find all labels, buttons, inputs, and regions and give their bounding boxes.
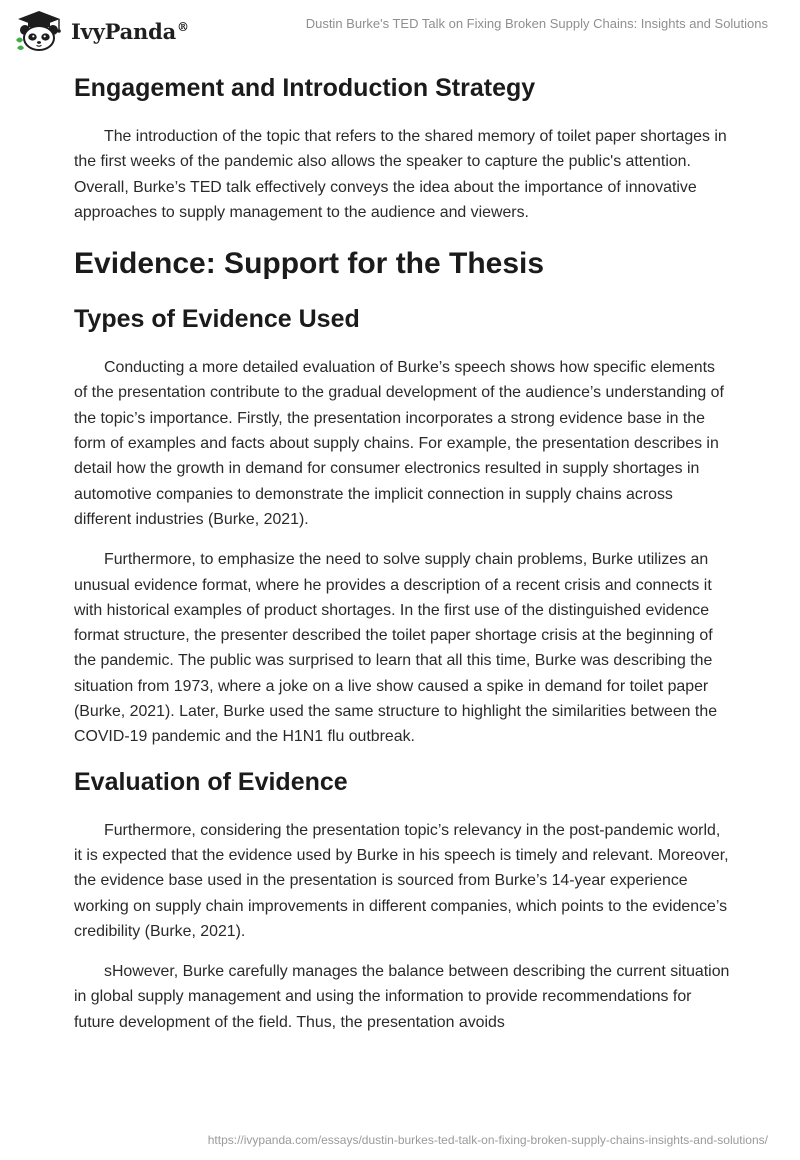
paragraph: Furthermore, considering the presentation topic’s relevancy in the post-pandemic world, it is expected that the evidence used by Burke in his speech is timely and relevant. Moreover, the evidence base used in the presentation is sourced from Burke’s 14-year experience working on supply chain improvements in different companies, which points to the evidence’s credibility (Burke, 2021). — [74, 821, 729, 940]
document-title: Dustin Burke's TED Talk on Fixing Broken Supply Chains: Insights and Solutions — [305, 16, 768, 31]
source-url[interactable]: https://ivypanda.com/essays/dustin-burkes-ted-talk-on-fixing-broken-supply-chains-insights-and-solutions/ — [207, 1133, 768, 1147]
subsection-heading: Evaluation of Evidence — [74, 767, 348, 796]
ivypanda-logo[interactable] — [14, 10, 189, 52]
paragraph: sHowever, Burke carefully manages the balance between describing the current situation in global supply management and using the information to provide recommendations for future development of the field. Thus, the presentation avoids — [74, 963, 730, 1031]
section-heading: Engagement and Introduction Strategy — [74, 74, 536, 102]
section-evaluation-of-evidence — [74, 766, 730, 1035]
section-types-of-evidence — [74, 303, 730, 749]
paragraph: Furthermore, to emphasize the need to solve supply chain problems, Burke utilizes an unusual evidence format, where he provides a description of a recent crisis and connects it with historical examples of product shortages. In the first use of the distinguished evidence format structure, the presenter described the toilet paper shortage crisis at the beginning of the pandemic. The public was surprised to learn that all this time, Burke was describing the situation from 1973, where a joke on a live show caused a spike in demand for toilet paper (Burke, 2021). Later, Burke used the same structure to highlight the similarities between the COVID-19 pandemic and the H1N1 flu outbreak. — [74, 551, 718, 746]
section-heading: Evidence: Support for the Thesis — [74, 247, 545, 281]
registered-mark: ® — [177, 19, 189, 34]
section-engagement — [74, 72, 730, 225]
page-header — [0, 0, 800, 60]
paragraph: The introduction of the topic that refers to the shared memory of toilet paper shortages in the first weeks of the pandemic also allows the speaker to capture the public's attention. Overall, Burke’s TED talk effectively conveys the idea about the importance of innovative approaches to supply management to the audience and viewers. — [74, 128, 727, 221]
subsection-heading: Types of Evidence Used — [74, 305, 360, 334]
logo-wordmark: IvyPanda® — [71, 18, 189, 44]
panda-graduation-cap-icon — [14, 10, 64, 52]
essay-content — [74, 72, 730, 1035]
paragraph: Conducting a more detailed evaluation of Burke’s speech shows how specific elements of the presentation contribute to the gradual development of the audience’s understanding of the topic’s importance. Firstly, the presentation incorporates a strong evidence base in the form of examples and facts about supply chains. For example, the presentation describes in detail how the growth in demand for consumer electronics resulted in supply shortages in automotive companies to demonstrate the implicit connection in supply chains across different industries (Burke, 2021). — [74, 359, 724, 528]
section-evidence — [74, 245, 730, 283]
